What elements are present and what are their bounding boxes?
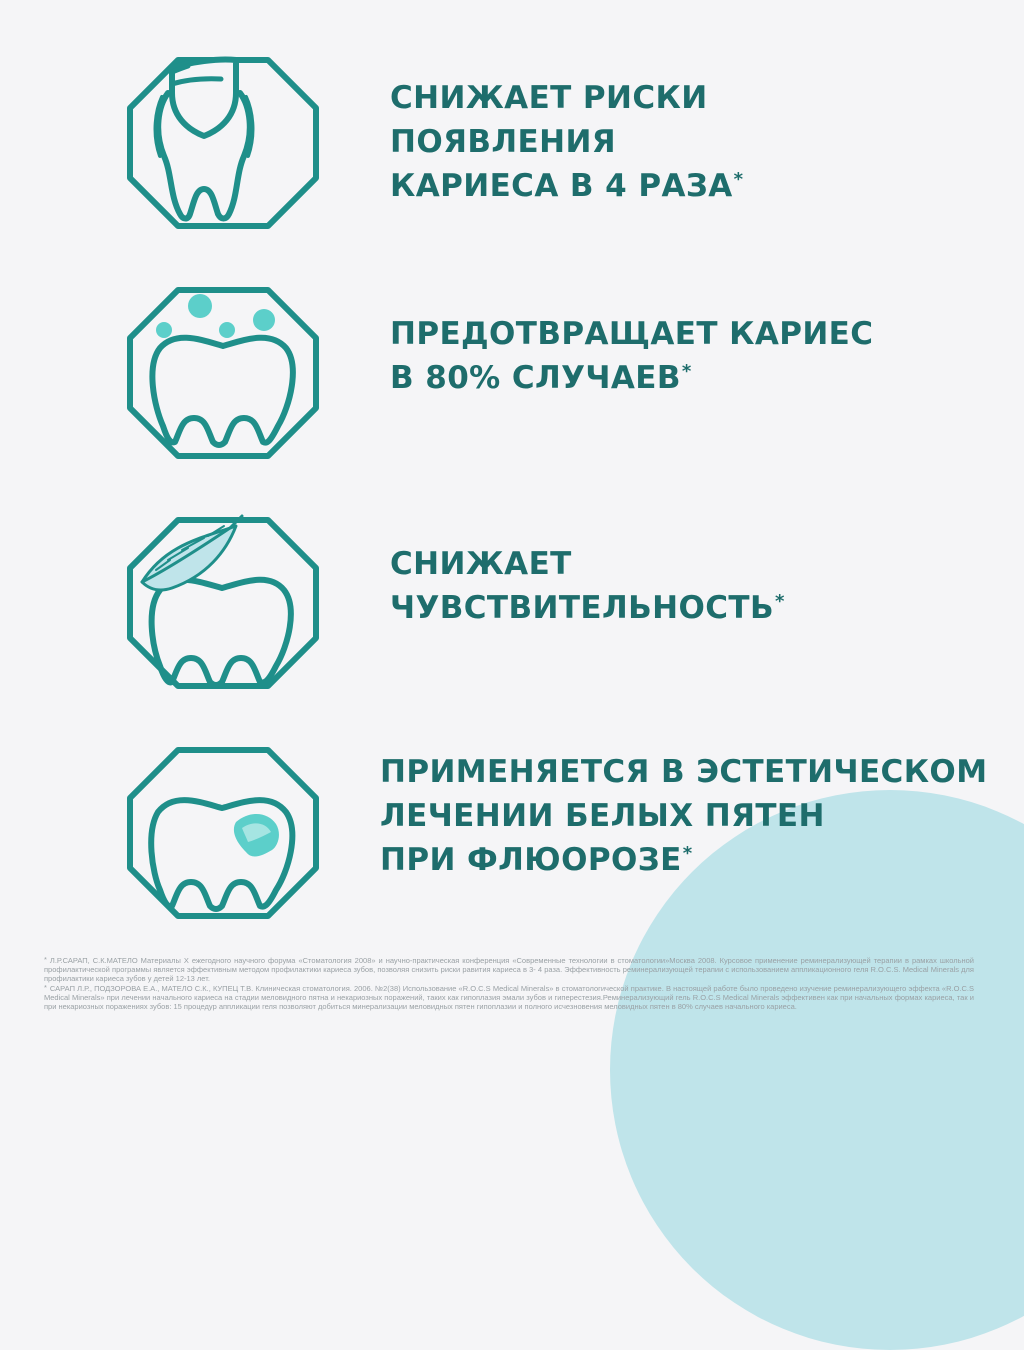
feature-1-highlight: 4 [605, 168, 628, 204]
feature-1-line-3-suffix: РАЗА [627, 168, 733, 204]
feature-1-asterisk: * [733, 169, 744, 190]
feature-3-line-1: СНИЖАЕТ [390, 546, 572, 582]
footnote-2-mark: * [44, 982, 47, 992]
feature-2-asterisk: * [681, 361, 692, 382]
shield-tooth-icon [118, 38, 328, 248]
feature-2-line-1: ПРЕДОТВРАЩАЕТ КАРИЕС [390, 316, 874, 352]
footnote-2-text: САРАП Л.Р., ПОДЗОРОВА Е.А., МАТЕЛО С.К., КУПЕЦ Т.В. Клиническая стоматология. 2006. №2(38) Использование «R.O.C.S Medical Minerals» в стоматологической практике. В настоящей работе было проведено изучение реминерализующего эффекта «R.O.C.S Medical Minerals» при лечении начального кариеса на стадии меловидного пятна и некариозных поражений, таких как гипоплазия эмали зубов и гиперестезия.Реминерализующий гель R.O.C.S Medical Minerals эффективен как при начальных формах кариеса, так и при некариозных поражениях зубов: 15 процедур аппликации геля позволяют добиться минерализации меловидных пятен гипоплазии и полного исчезновения меловидных пятен в 80% случаев начального кариеса. [44, 983, 974, 1012]
feature-4-asterisk: * [682, 843, 693, 864]
footnote-1-text: Л.Р.САРАП, С.К.МАТЕЛО Материалы X ежегодного научного форума «Стоматология 2008» и научно-практическая конференция «Современные технологии в стоматологии»Москва 2008. Курсовое применение реминерализующей терапии в рамках школьной профилактической программы является эффективным методом профилактики кариеса зубов, позволяя снизить риски равития кариеса в 3- 4 раза. Эффективность реминерализующей терапии с использованием аппликационного геля R.O.C.S. Medical Minerals для профилактики кариеса зубов у детей 12-13 лет. [44, 956, 974, 984]
feature-3-line-2: ЧУВСТВИТЕЛЬНОСТЬ [390, 590, 774, 626]
feature-2-line-2-prefix: В [390, 360, 426, 396]
footnote-1 [44, 956, 974, 984]
footnotes [44, 956, 974, 1011]
feature-4-line-1: ПРИМЕНЯЕТСЯ В ЭСТЕТИЧЕСКОМ [380, 754, 988, 790]
feature-2-line-2-suffix: СЛУЧАЕВ [500, 360, 681, 396]
feature-4-line-2: ЛЕЧЕНИИ БЕЛЫХ ПЯТЕН [380, 798, 825, 834]
feature-2-highlight: 80% [425, 360, 501, 396]
feature-4-line-3: ПРИ ФЛЮОРОЗЕ [380, 842, 682, 878]
feature-1-line-1: СНИЖАЕТ РИСКИ [390, 80, 708, 116]
feature-1-line-3-prefix: КАРИЕСА В [390, 168, 606, 204]
feather-tooth-icon [118, 498, 328, 708]
feature-1-line-2: ПОЯВЛЕНИЯ [390, 124, 617, 160]
feature-4-text [380, 750, 987, 882]
spot-tooth-icon [118, 728, 328, 938]
feature-1-text [390, 76, 743, 208]
feature-3-asterisk: * [774, 591, 785, 612]
bubbles-tooth-icon [118, 268, 328, 478]
feature-3-text [390, 542, 785, 630]
feature-2-text [390, 312, 873, 400]
footnote-1-mark: * [44, 955, 47, 964]
footnote-2 [44, 984, 974, 1012]
